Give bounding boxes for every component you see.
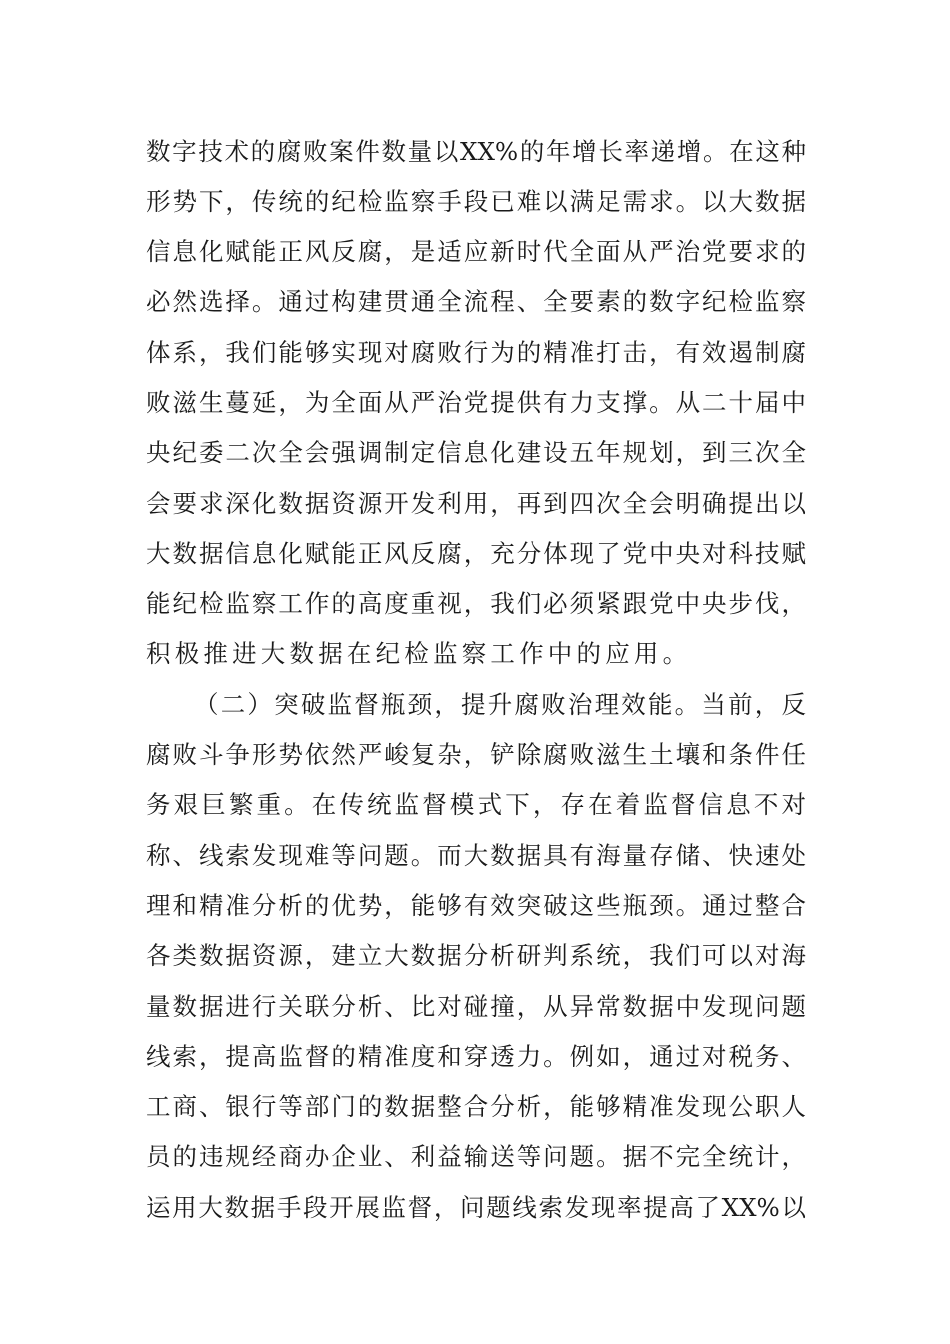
text-line: 体系，我们能够实现对腐败行为的精准打击，有效遏制腐: [146, 338, 806, 367]
text-line: 形势下，传统的纪检监察手段已难以满足需求。以大数据: [146, 187, 806, 216]
text-line: 积极推进大数据在纪检监察工作中的应用。: [146, 639, 692, 668]
text-line: 员的违规经商办企业、利益输送等问题。据不完全统计，: [146, 1142, 806, 1171]
text-line: 称、线索发现难等问题。而大数据具有海量存储、快速处: [146, 841, 806, 870]
text-line: 能纪检监察工作的高度重视，我们必须紧跟党中央步伐，: [146, 589, 806, 618]
text-line: 央纪委二次全会强调制定信息化建设五年规划，到三次全: [146, 438, 806, 467]
text-line: 运用大数据手段开展监督，问题线索发现率提高了XX%以: [146, 1193, 806, 1222]
text-line: 败滋生蔓延，为全面从严治党提供有力支撑。从二十届中: [146, 388, 806, 417]
text-line: 各类数据资源，建立大数据分析研判系统，我们可以对海: [146, 941, 806, 970]
text-line: 大数据信息化赋能正风反腐，充分体现了党中央对科技赋: [146, 539, 806, 568]
paragraph-heading-line: （二）突破监督瓶颈，提升腐败治理效能。当前，反: [194, 690, 806, 719]
text-line: 理和精准分析的优势，能够有效突破这些瓶颈。通过整合: [146, 891, 806, 920]
text-line: 线索，提高监督的精准度和穿透力。例如，通过对税务、: [146, 1042, 806, 1071]
text-line: 量数据进行关联分析、比对碰撞，从异常数据中发现问题: [146, 992, 806, 1021]
text-line: 工商、银行等部门的数据整合分析，能够精准发现公职人: [146, 1092, 806, 1121]
text-line: 信息化赋能正风反腐，是适应新时代全面从严治党要求的: [146, 237, 806, 266]
text-line: 数字技术的腐败案件数量以XX%的年增长率递增。在这种: [146, 137, 806, 166]
text-line: 腐败斗争形势依然严峻复杂，铲除腐败滋生土壤和条件任: [146, 740, 806, 769]
text-line: 必然选择。通过构建贯通全流程、全要素的数字纪检监察: [146, 287, 806, 316]
text-line: 会要求深化数据资源开发利用，再到四次全会明确提出以: [146, 489, 806, 518]
text-line: 务艰巨繁重。在传统监督模式下，存在着监督信息不对: [146, 790, 806, 819]
